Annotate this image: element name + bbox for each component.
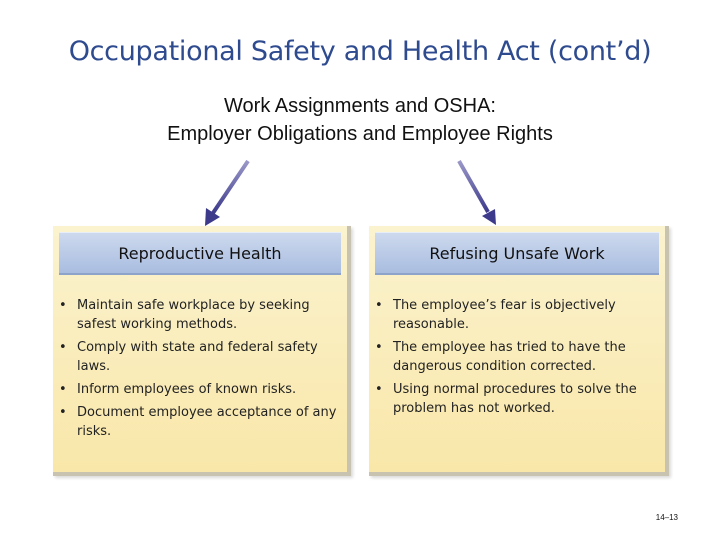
bullet-icon: • (375, 340, 383, 355)
reproductive-health-box (53, 226, 351, 476)
refusing-unsafe-work-list (371, 296, 659, 422)
bullet-icon: • (59, 405, 67, 420)
list-item: • Maintain safe workplace by seeking safest working methods. (59, 298, 310, 332)
list-item: • The employee’s fear is objectively reasonable. (375, 298, 616, 332)
bullet-icon: • (59, 340, 67, 355)
page-number: 14–13 (655, 513, 678, 522)
right-arrow-icon (459, 161, 496, 225)
left-arrow-icon (205, 161, 248, 226)
reproductive-health-heading: Reproductive Health (59, 232, 341, 275)
list-item: • Document employee acceptance of any risks. (59, 405, 337, 439)
refusing-unsafe-work-box (369, 226, 669, 476)
list-item: • Using normal procedures to solve the problem has not worked. (375, 382, 637, 416)
list-item: • Inform employees of known risks. (59, 382, 297, 397)
reproductive-health-list (55, 296, 341, 445)
bullet-icon: • (375, 298, 383, 313)
bullet-icon: • (59, 382, 67, 397)
slide-title: Occupational Safety and Health Act (cont’d) (68, 36, 652, 67)
subtitle-line-2: Employer Obligations and Employee Rights (167, 123, 553, 145)
list-item: • Comply with state and federal safety laws. (59, 340, 318, 374)
list-item: • The employee has tried to have the dangerous condition corrected. (375, 340, 626, 374)
bullet-icon: • (59, 298, 67, 313)
refusing-unsafe-work-heading: Refusing Unsafe Work (375, 232, 659, 275)
subtitle-line-1: Work Assignments and OSHA: (224, 95, 496, 117)
bullet-icon: • (375, 382, 383, 397)
